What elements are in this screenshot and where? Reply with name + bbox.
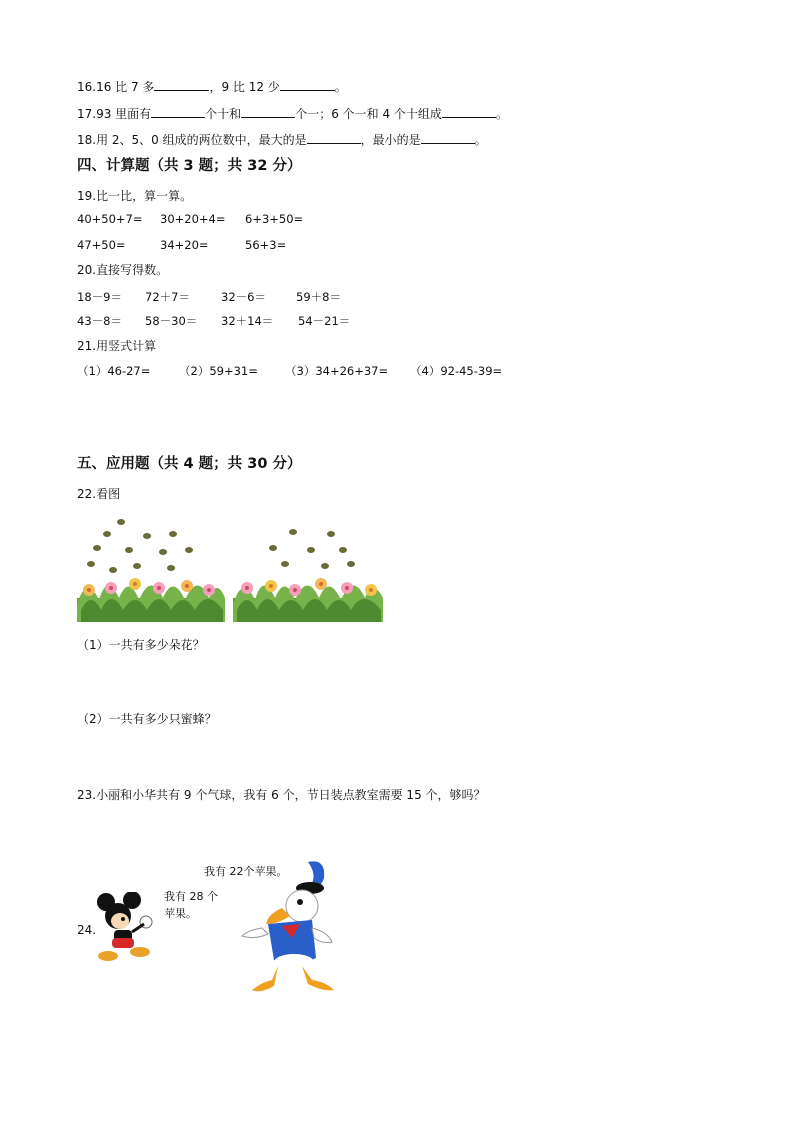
math-item: （2）59+31= <box>179 364 258 378</box>
question-19-title: 19.比一比，算一算。 <box>77 189 193 203</box>
q22-sub-2: （2）一共有多少只蜜蜂？ <box>77 712 217 726</box>
answer-blank[interactable] <box>151 105 205 118</box>
math-item: 34+20= <box>160 238 209 252</box>
math-item: 32＋14＝ <box>221 314 274 328</box>
math-item: 72＋7＝ <box>145 290 190 304</box>
question-16 <box>77 78 347 95</box>
left-panel <box>77 519 225 622</box>
flower-icon <box>289 584 301 596</box>
flower-icon <box>241 582 253 594</box>
mickey-speech <box>164 888 218 922</box>
bee-icon <box>281 561 289 567</box>
bee-icon <box>347 561 355 567</box>
bee-icon <box>117 519 125 525</box>
flower-icon <box>105 582 117 594</box>
q16-text-b: ，9 比 12 少 <box>209 80 280 94</box>
answer-blank[interactable] <box>307 131 361 144</box>
math-item: 56+3= <box>245 238 287 252</box>
question-23: 23.小丽和小华共有 9 个气球，我有 6 个，节日装点教室需要 15 个，够吗？ <box>77 788 486 802</box>
bee-icon <box>109 567 117 573</box>
mickey-illustration <box>96 892 162 962</box>
q16-text-c: 。 <box>334 80 347 94</box>
flower-icon <box>153 582 165 594</box>
q17-text-c: 个一；6 个一和 4 个十组成 <box>295 107 442 121</box>
math-item: 30+20+4= <box>160 212 226 226</box>
donald-speech: 我有 22个苹果。 <box>204 865 288 878</box>
bee-icon <box>93 545 101 551</box>
q18-text-a: 18.用 2、5、0 组成的两位数中，最大的是 <box>77 133 307 147</box>
flower-icon <box>265 580 277 592</box>
flower-icon <box>181 580 193 592</box>
bee-icon <box>167 565 175 571</box>
answer-blank[interactable] <box>154 78 209 91</box>
math-item: 47+50= <box>77 238 126 252</box>
bee-icon <box>339 547 347 553</box>
flower-icon <box>83 584 95 596</box>
donald-duck-illustration <box>238 858 338 1000</box>
math-item: 58－30＝ <box>145 314 198 328</box>
q17-text-a: 17.93 里面有 <box>77 107 152 121</box>
math-item: 54－21＝ <box>298 314 351 328</box>
math-item: （1）46-27= <box>77 364 151 378</box>
answer-blank[interactable] <box>442 105 496 118</box>
q18-text-b: ，最小的是 <box>360 133 421 147</box>
math-item: 6+3+50= <box>245 212 304 226</box>
question-21-title: 21.用竖式计算 <box>77 339 157 353</box>
math-item: 59＋8＝ <box>296 290 341 304</box>
section-5-heading: 五、应用题（共 4 题；共 30 分） <box>77 456 302 472</box>
bee-icon <box>321 563 329 569</box>
bee-icon <box>103 531 111 537</box>
bee-icon <box>169 531 177 537</box>
question-20-title: 20.直接写得数。 <box>77 263 169 277</box>
flower-icon <box>315 578 327 590</box>
math-item: （4）92-45-39= <box>410 364 503 378</box>
bee-icon <box>159 549 167 555</box>
q18-text-c: 。 <box>474 133 487 147</box>
question-18 <box>77 131 487 148</box>
bee-icon <box>87 561 95 567</box>
math-item: 18－9＝ <box>77 290 122 304</box>
answer-blank[interactable] <box>241 105 295 118</box>
q16-text-a: 16.16 比 7 多 <box>77 80 155 94</box>
flowers-bees-picture <box>77 514 385 624</box>
question-17 <box>77 105 508 122</box>
bee-icon <box>289 529 297 535</box>
mickey-speech-line-1: 我有 28 个 <box>164 890 218 903</box>
flower-icon <box>365 584 377 596</box>
right-panel <box>233 529 383 622</box>
flower-icon <box>129 578 141 590</box>
flower-icon <box>341 582 353 594</box>
q17-text-d: 。 <box>495 107 508 121</box>
math-item: 40+50+7= <box>77 212 143 226</box>
bee-icon <box>307 547 315 553</box>
answer-blank[interactable] <box>421 131 475 144</box>
bee-icon <box>185 547 193 553</box>
q22-sub-1: （1）一共有多少朵花？ <box>77 638 205 652</box>
q17-text-b: 个十和 <box>205 107 242 121</box>
bee-icon <box>327 531 335 537</box>
bee-icon <box>143 533 151 539</box>
flower-icon <box>203 584 215 596</box>
math-item: 43－8＝ <box>77 314 122 328</box>
question-24-number: 24. <box>77 923 97 937</box>
bee-icon <box>125 547 133 553</box>
bee-icon <box>269 545 277 551</box>
math-item: 32－6＝ <box>221 290 266 304</box>
bee-icon <box>133 563 141 569</box>
answer-blank[interactable] <box>280 78 335 91</box>
mickey-speech-line-2: 苹果。 <box>164 907 197 920</box>
question-22-title: 22.看图 <box>77 487 121 501</box>
section-4-heading: 四、计算题（共 3 题；共 32 分） <box>77 158 302 174</box>
math-item: （3）34+26+37= <box>285 364 389 378</box>
